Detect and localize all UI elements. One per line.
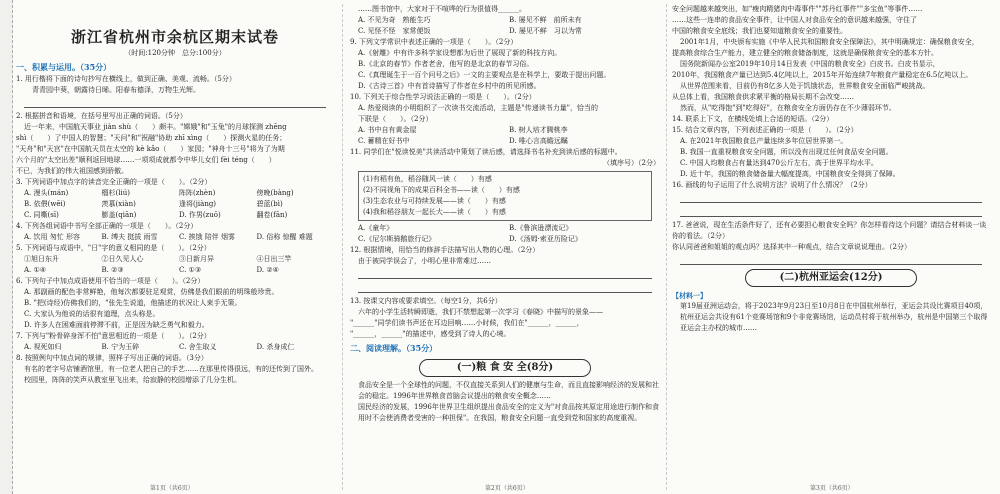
option[interactable]: D. 许多人在困难面前停滞不前，正是因为缺乏勇气和毅力。 (24, 321, 209, 329)
page-divider (342, 4, 343, 490)
option[interactable]: C. 中国人均粮食占有量达到470公斤左右，高于世界平均水平。 (680, 159, 878, 167)
option[interactable]: C.《真理诞生于一百个问号之后》一文的主要观点是在科学上，要敢于提出问题。 (358, 71, 611, 79)
option[interactable]: D. 近十年，我国的粮食储备量大幅度提高，中国粮食安全得到了保障。 (680, 170, 900, 178)
score-note: （填序号）（2分） (603, 159, 660, 167)
option[interactable]: B. 屡见不鲜 前所未有 (509, 16, 582, 24)
option: 碧蓝(bì) (256, 200, 283, 208)
question-16: 16. 画线的句子运用了什么说明方法？说明了什么情况？（2分） (672, 181, 872, 189)
poem-text: 青青园中葵，朝露待日晞。阳春布德泽，万物生光辉。 (32, 86, 200, 94)
reading-banner: (二)杭州亚运会(12分) (745, 269, 917, 287)
passage-line: 从世界范围来看，目前仍有8亿多人处于饥饿状态，世界粮食安全面临严峻挑战。 (680, 82, 930, 90)
passage-line: "天舟"和"天宫"在中国航天员在太空的 kè kǎo（ ）家园；"神舟十三号"将为了为期 (16, 145, 285, 153)
passage-line: 六个月的"太空出差"顺利返回地球……一项项成就都令中华儿女们 fèi téng（ ） (16, 156, 276, 164)
page-number: 第1页（共6页） (150, 485, 194, 492)
option[interactable]: D. 唯心言高瞻远瞩 (509, 137, 568, 145)
passage-line: 国民经济的发展，1996年世界卫生组织提出食品安全的定义为"对食品按其原定用途进行制作和食用时不会使消费者受害的一种担保"。在我国，粮食安全问题一直受到党和国家的高度重视。 (358, 403, 660, 422)
option[interactable]: A. 那副画的配色非常鲜艳，他每次都要驻足观赏，仿佛是我们眼前的明珠般珍贵。 (24, 288, 279, 296)
option[interactable]: B.《北京的春节》作者老舍，他写的是北京的春节习俗。 (358, 60, 534, 68)
question-12: 12. 根据情境，用恰当的修辞手法描写出人物的心理。（2分） (350, 246, 540, 254)
page-3 (672, 4, 990, 490)
answer-line[interactable] (680, 192, 982, 203)
option[interactable]: D.《汤姆·索亚历险记》 (509, 235, 582, 243)
options (16, 254, 334, 276)
passage-line: 然而，从"吃得饱"到"吃得好"，在粮食安全方面仍存在不少薄弱环节。 (680, 104, 896, 112)
paper-title: 浙江省杭州市余杭区期末试卷 (70, 28, 279, 46)
option: ①旭日东升 (24, 255, 59, 263)
box-line: (2)不同视角下的成果百科全书——读（ ）有感 (363, 186, 520, 194)
page-2 (350, 4, 660, 490)
option[interactable]: B. ②③ (101, 266, 124, 274)
options (16, 188, 334, 221)
question-10: 10. 下列关于综合性学习说法正确的一项是（ ）。（2分） (350, 93, 536, 101)
passage-line: "______，______"的描述中，感受到了诗人的心境。 (350, 330, 511, 338)
passage-line: 2010年，我国粮食产量已达到5.4亿吨以上，2015年开始连续7年粮食产量稳定在6.5亿吨以上。 (672, 71, 973, 79)
option[interactable]: C. 同嘶(sī) (24, 211, 59, 219)
question-4: 4. 下列各组词语中书写全部正确的一项是（ ）。（2分） (16, 222, 198, 230)
answer-line[interactable] (680, 254, 982, 265)
passage-line: 第19届亚洲运动会，将于2023年9月23日至10月8日在中国杭州举行，亚运会共设比赛项目40项，杭州亚运会共设有61个竞赛场馆和9个非竞赛场馆，运动员村将于杭州举办，杭州是中国第三个取得亚运会主办权的城市…… (680, 302, 988, 332)
material-label: 【材料一】 (672, 291, 707, 300)
passage-line: 你认同爸爸和姐姐的观点吗？选择其中一种观点，结合文章说说理由。（2分） (672, 243, 911, 251)
option[interactable]: B. 缚夫 挺拔 雨雪 (101, 233, 158, 241)
reading-banner: (一)粮 食 安 全(8分) (419, 359, 591, 377)
option: 逢将(jiàng) (179, 200, 217, 208)
passage-line: 国务院新闻办公室2019年10月14日发表《中国的粮食安全》白皮书。白皮书显示， (680, 60, 940, 68)
option[interactable]: A.《射雕》中有许多科学家设想都为后世了展现了新的科技方向。 (358, 49, 562, 57)
passage-line: 安全问题越来越突出，如"瘦肉精猪肉中毒事件""苏丹红事件""多宝鱼"等事件…… (672, 5, 923, 13)
options (16, 342, 334, 353)
match-box (358, 171, 652, 221)
binding-gutter (0, 0, 13, 494)
passage-line: 由于被同学误会了，小明心里非常难过…… (358, 257, 491, 265)
options (350, 125, 660, 147)
passage-line: 从总体上看，我国粮食供求紧平衡的格局长期不会改变…… (672, 93, 854, 101)
option[interactable]: D. 俗称 惊醒 难题 (256, 233, 313, 241)
option[interactable]: C. 挨饿 陪伴 烟雾 (179, 233, 236, 241)
passage-line: 下联是（ ）。（2分） (358, 115, 433, 123)
option[interactable]: C.《尼尔斯骑鹅旅行记》 (358, 235, 436, 243)
option[interactable]: D. 屡见不鲜 习以为常 (509, 27, 582, 35)
question-5: 5. 下列词语与成语中，"日"字的意义相同的是（ ）。（2分） (16, 244, 211, 252)
page-number: 第2页（共6页） (485, 485, 529, 492)
options (350, 223, 660, 245)
option[interactable]: A. 书中自有黄金屋 (358, 126, 417, 134)
option: 膨盖(qiān) (101, 211, 137, 219)
answer-line[interactable] (680, 206, 982, 217)
option[interactable]: C. 见怪不怪 家常便饭 (358, 27, 431, 35)
passage-line: 食品安全是一个全球性的问题，不仅直接关系到人们的健康与生命，而且直接影响经济的发展和社会的稳定。1996年世界粮食首脑会议提出的粮食安全概念…… (358, 381, 659, 400)
options (350, 15, 660, 37)
page-1 (16, 4, 334, 490)
question-3: 3. 下列词语中加点字的读音完全正确的一项是（ ）。（2分） (16, 178, 212, 186)
passage-line: 校园里，阵阵的笑声从教室里飞出来，给寂静的校园增添了几分生机。 (24, 376, 241, 384)
option: 羡慕(xiàn) (101, 200, 136, 208)
question-7: 7. 下列与"粉骨碎身浑不怕"意思相近的一项是（ ）。（2分） (16, 332, 211, 340)
option[interactable]: B.《鲁滨逊漂流记》 (509, 224, 573, 232)
passage-line: 不已，为我们的伟大祖国感到骄傲。 (16, 167, 128, 175)
option: 傍晚(bàng) (256, 189, 294, 197)
option[interactable]: A. 不见为奇 熟能生巧 (358, 16, 431, 24)
passage-line: "______"同学们读书声还在耳边回响……小时候，我们在"______，______， (350, 319, 584, 327)
section-heading: 一、积累与运用。（35分） (16, 62, 112, 72)
passage-line: shì（ ）了中国人的智慧；"天问"和"祝融"协助 zhī xìng（ ）探测火星的任务； (16, 134, 287, 142)
option[interactable]: C. ①③ (179, 266, 202, 274)
answer-line[interactable] (358, 282, 652, 293)
paper-meta: （时间:120分钟 总分:100分） (124, 49, 226, 57)
passage-line: ……图书馆中，大家对于不喧哗的行为很值得______。 (358, 5, 526, 13)
option[interactable]: D.《古诗三首》中有首诗描写了作者在乡村中的所见所感。 (358, 82, 541, 90)
option[interactable]: B. 我国一直重视粮食安全问题，所以没有出现过任何食品安全问题。 (680, 148, 893, 156)
passage-line: 提高粮食综合生产能力，建立健全的粮食储备制度，这就是确保粮食安全的基本方针。 (672, 49, 938, 57)
passage-line: 2001年1月，中央颁布实施《中华人民共和国粮食安全保障法》，其中明确规定：确保粮食安全， (680, 38, 979, 46)
option: ④日出三竿 (256, 255, 292, 263)
passage-line: ……这些一连串的食品安全事件，让中国人对食品安全的意识越来越强，守住了 (672, 16, 917, 24)
question-8: 8. 按照例句中加点词的规律，照样子写出正确的词语。（3分） (16, 354, 208, 362)
option[interactable]: C. 蓄精在好书中 (358, 137, 410, 145)
option[interactable]: D. 杀身成仁 (256, 343, 295, 351)
question-9: 9. 下列文学常识中表述正确的一项是（ ）。（2分） (350, 38, 518, 46)
option[interactable]: B. "把(诗经)仿佛我们的，"张先生说道，他描述的状况让人束手无策。 (24, 299, 242, 307)
option[interactable]: D. ②④ (256, 266, 279, 274)
passage-line: 六年的小学生活转瞬即逝，我们不禁想起第一次学习《春晓》中描写的景象—— (358, 308, 603, 316)
passage-line: A. 热爱阅读的小明组织了一次读书交流活动，主题是"传递读书力量"，恰当的 (358, 104, 598, 112)
option[interactable]: B. 树人培才腾桃李 (509, 126, 568, 134)
box-line: (1)有稻有鱼，稻谷随风一读（ ）有感 (363, 175, 492, 183)
option: ②日久见人心 (101, 255, 144, 263)
option: ③日新月异 (179, 255, 214, 263)
option[interactable]: D. 作男(zuō) (179, 211, 221, 219)
question-1: 1. 用行楷将下面的诗句抄写在横线上，做到正确、美观、流畅。（5分） (16, 75, 236, 83)
passage-line: 中国的粮食安全底线；我们也要知道粮食安全的重要性。 (672, 27, 847, 35)
options (16, 232, 334, 243)
question-2: 2. 根据拼音和语境，在括号里写出正确的词语。（5分） (16, 112, 187, 120)
page-divider (666, 4, 667, 490)
option[interactable]: C. 舍生取义 (179, 343, 217, 351)
option[interactable]: A. 在2021年我国粮食总产量连续多年位居世界第一。 (680, 137, 848, 145)
box-line: (3)生态农业与可持续发展——读（ ）有感 (363, 197, 506, 205)
passage-line: 近一年来，中国航天事业 jiàn shù（ ）颇丰。"嫦娥"和"玉兔"的月球探测 zhēng (24, 123, 287, 131)
answer-line[interactable] (358, 268, 652, 279)
question-17: 17. 爸爸说，现在生活条件好了，还有必要担心粮食安全吗？你怎样看待这个问题？请结合材料谈一谈你的看法。（2分） (672, 221, 987, 240)
option[interactable]: A. ①④ (24, 266, 47, 274)
option[interactable]: A. 漫头(mán) (24, 189, 69, 197)
answer-line[interactable] (24, 97, 326, 108)
option[interactable]: A. 视死如归 (24, 343, 62, 351)
option[interactable]: A. 饮用 匆忙 形容 (24, 233, 80, 241)
option[interactable]: C. 大家认为他说的话很有道理，点头称是。 (24, 310, 160, 318)
option[interactable]: B. 依偎(wēi) (24, 200, 66, 208)
question-11: 11. 同学们在"悦读悦美"共读活动中策划了读后感，请选择书名补充到读后感的标题中。 (350, 148, 622, 156)
section-heading: 二、阅读理解。（35分） (350, 343, 438, 353)
option: 榴杉(liú) (101, 189, 130, 197)
question-13: 13. 按课文内容或要求填空。（每空1分，共6分） (350, 297, 502, 305)
page-number: 第3页（共6页） (810, 485, 854, 492)
option: 翻卷(fān) (256, 211, 288, 219)
option[interactable]: B. 宁为玉碎 (101, 343, 140, 351)
option[interactable]: A.《童年》 (358, 224, 394, 232)
box-line: (4)我和稻谷朋友一起长大——读（ ）有感 (363, 208, 506, 216)
question-6: 6. 下列句子中加点成语使用不恰当的一项是（ ）。（2分） (16, 277, 205, 285)
question-14: 14. 联系上下文，在横线处填上合适的短语。（2分） (672, 115, 834, 123)
passage-line: 有名的老字号店铺酒馆里，有一位老人把自己的手艺……在那里传得很远，有的还传到了国外。 (24, 365, 318, 373)
option: 阵阵(zhèn) (179, 189, 216, 197)
question-15: 15. 结合文章内容，下列表述正确的一项是（ ）。（2分） (672, 126, 858, 134)
